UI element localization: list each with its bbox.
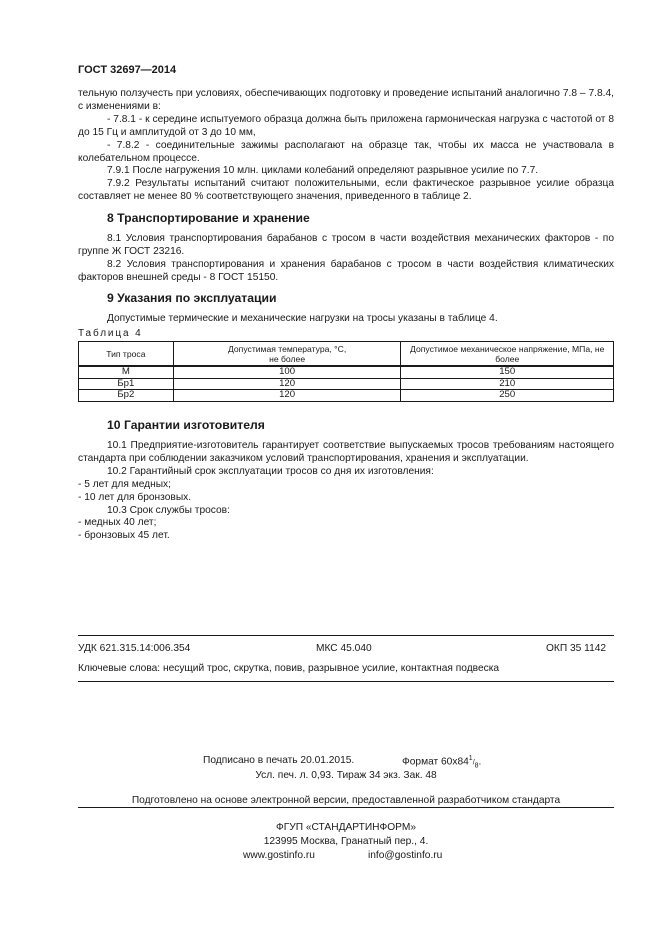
table-4 <box>78 341 614 402</box>
footer-bottom-rule <box>78 681 614 682</box>
section-10-paragraph: 10.3 Срок службы тросов: <box>107 504 230 516</box>
intro-paragraph: 7.9.2 Результаты испытаний считают положительными, если фактическое разрывное усилие образца составляет не менее 80 % соответствующего значения, приведенного в таблице 2. <box>78 178 614 203</box>
table-header-row <box>79 342 614 367</box>
table-header-cell: Тип троса <box>79 342 174 367</box>
section-10-heading: 10 Гарантии изготовителя <box>107 418 265 432</box>
table-cell: 120 <box>173 390 401 402</box>
intro-paragraph: тельную ползучесть при условиях, обеспечивающих подготовку и проведение испытаний аналогично 7.8 – 7.8.4, с изменениями в: <box>78 88 614 112</box>
section-9-paragraph: Допустимые термические и механические нагрузки на тросы указаны в таблице 4. <box>107 313 498 324</box>
section-10-list-item: - 10 лет для бронзовых. <box>78 491 192 503</box>
section-9-heading: 9 Указания по эксплуатации <box>107 291 277 305</box>
table-row <box>79 378 614 390</box>
section-8-paragraph: 8.1 Условия транспортирования барабанов с тросом в части воздействия механических факторов - по группе Ж ГОСТ 23216. <box>78 233 614 257</box>
format-fraction-num: 1 <box>468 755 473 762</box>
publisher-name: ФГУП «СТАНДАРТИНФОРМ» <box>275 822 417 833</box>
intro-block <box>78 88 614 204</box>
section-8-body <box>78 233 614 285</box>
imprint-format: Формат $60x84^1/_8$. <box>402 755 482 770</box>
table-header-cell: Допустимая температура, °С, не более <box>173 342 401 367</box>
intro-paragraph: - 7.8.1 - к середине испытуемого образца должна быть приложена гармоническая нагрузка с частотой от 8 до 15 Гц и амплитудой от 3 до 10 мм, <box>78 113 614 138</box>
table-row <box>79 366 614 378</box>
table-cell: 100 <box>173 366 401 378</box>
format-label: Формат 60x84 <box>402 756 469 768</box>
imprint-prepared: Подготовлено на основе электронной версии, предоставленной разработчиком стандарта <box>131 795 561 806</box>
keywords: Ключевые слова: несущий трос, скрутка, повив, разрывное усилие, контактная подвеска <box>78 663 500 674</box>
section-10-list-item: - 5 лет для медных; <box>78 478 171 490</box>
imprint-rule <box>78 807 614 808</box>
table-cell: М <box>79 366 174 378</box>
table-cell: 150 <box>401 366 614 378</box>
publisher-email[interactable]: info@gostinfo.ru <box>368 850 443 861</box>
section-10-body <box>78 440 614 543</box>
intro-paragraph: - 7.8.2 - соединительные зажимы располагают на образце так, чтобы их масса не участвовала в колебательном процессе. <box>78 139 614 164</box>
document-header: ГОСТ 32697—2014 <box>78 64 177 76</box>
table-caption: Таблица 4 <box>78 328 143 339</box>
section-8-heading: 8 Транспортирование и хранение <box>107 211 310 225</box>
okp-code: ОКП 35 1142 <box>546 643 607 654</box>
imprint-line2: Усл. печ. л. 0,93. Тираж 34 экз. Зак. 48 <box>255 770 437 781</box>
mks-code: МКС 45.040 <box>316 643 372 654</box>
publisher-website[interactable]: www.gostinfo.ru <box>243 850 315 861</box>
footer-top-rule <box>78 635 614 636</box>
table-header-cell: Допустимое механическое напряжение, МПа, не более <box>401 342 614 367</box>
section-10-list-item: - бронзовых 45 лет. <box>78 530 170 542</box>
imprint-signed: Подписано в печать 20.01.2015. <box>203 755 355 766</box>
section-10-paragraph: 10.1 Предприятие-изготовитель гарантирует соответствие выпускаемых тросов требованиям настоящего стандарта при соблюдении заказчиком условий транспортирования, хранения и эксплуатации. <box>78 440 614 464</box>
table-cell: 210 <box>401 378 614 390</box>
table-row <box>79 390 614 402</box>
section-10-paragraph: 10.2 Гарантийный срок эксплуатации тросов со дня их изготовления: <box>107 465 434 477</box>
table-cell: Бр1 <box>79 378 174 390</box>
publisher-address: 123995 Москва, Гранатный пер., 4. <box>263 836 429 847</box>
table-cell: 250 <box>401 390 614 402</box>
udk-code: УДК 621.315.14:006.354 <box>78 643 191 654</box>
section-10-list-item: - медных 40 лет; <box>78 517 157 529</box>
table-cell: Бр2 <box>79 390 174 402</box>
section-8-paragraph: 8.2 Условия транспортирования и хранения барабанов с тросом в части воздействия климатических факторов внешней среды - 8 ГОСТ 15150. <box>78 258 614 283</box>
table-cell: 120 <box>173 378 401 390</box>
format-fraction-den: 8 <box>474 762 479 770</box>
intro-paragraph: 7.9.1 После нагружения 10 млн. циклами колебаний определяют разрывное усилие по 7.7. <box>107 165 539 177</box>
